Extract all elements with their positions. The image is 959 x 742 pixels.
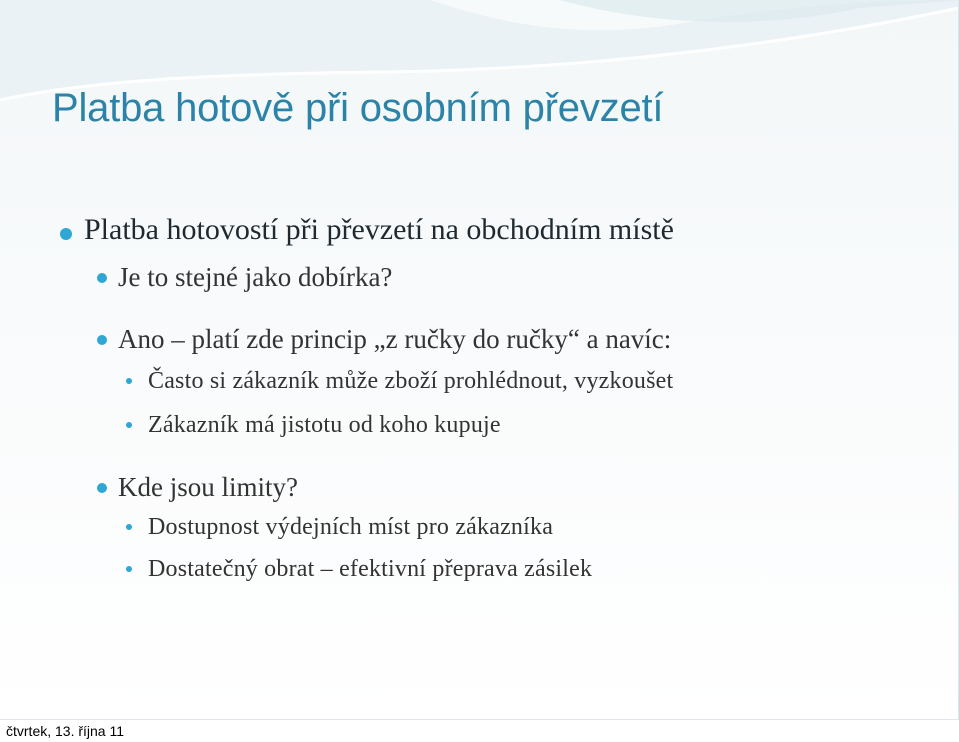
bullet-item: Platba hotovostí při převzetí na obchodním místě	[84, 213, 674, 246]
bullet-item: Ano – platí zde princip „z ručky do ručky“ a navíc:	[118, 324, 672, 354]
bullet-dot-icon	[60, 228, 72, 240]
slide-date: čtvrtek, 13. října 11	[6, 723, 125, 739]
bullet-item: Dostupnost výdejních míst pro zákazníka	[148, 514, 554, 540]
bullet-dot-icon	[126, 378, 132, 384]
bullet-item: Dostatečný obrat – efektivní přeprava zásilek	[148, 556, 593, 582]
bullet-item: Je to stejné jako dobírka?	[118, 262, 393, 292]
bullet-dot-icon	[126, 524, 132, 530]
bullet-item: Kde jsou limity?	[118, 472, 298, 502]
slide-title: Platba hotově při osobním převzetí	[52, 86, 664, 130]
bullet-item: Zákazník má jistotu od koho kupuje	[148, 412, 501, 438]
bullet-dot-icon	[126, 422, 132, 428]
bullet-dot-icon	[126, 566, 132, 572]
bullet-item: Často si zákazník může zboží prohlédnout, vyzkoušet	[148, 368, 674, 394]
bullet-dot-icon	[97, 483, 107, 493]
bullet-dot-icon	[97, 335, 107, 345]
bullet-dot-icon	[97, 273, 107, 283]
